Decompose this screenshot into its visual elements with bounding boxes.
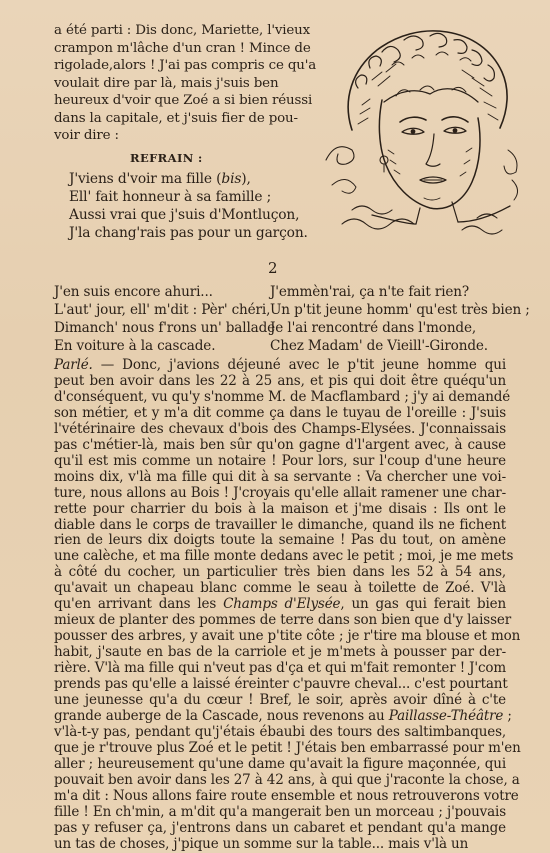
prose-line: qu'il est mis comme un notaire ! Pour lors, sur l'coup d'une heure [54, 452, 506, 469]
prose-line: m'a dit : Nous allons faire route ensemble et nous retrouverons votre [54, 787, 519, 804]
verse-number: 2 [268, 259, 278, 277]
refrain-line-with-bis: J'viens d'voir ma fille (bis), [69, 171, 251, 187]
prose-line: pas c'métier-là, mais ben sûr qu'on gagne d'l'argent avec, à cause [54, 436, 506, 453]
verse-line: L'aut' jour, ell' m'dit : Pèr' chéri, [54, 302, 271, 318]
prose-line: diable dans le corps de travailler le dimanche, quand ils ne fichent [54, 516, 506, 533]
verse-line: Je l'ai rencontré dans l'monde, [270, 320, 477, 336]
prose-line: pousser des arbres, y avait une p'tite côte ; je r'tire ma blouse et mon [54, 628, 521, 645]
verse-line: Un p'tit jeune homm' qu'est très bien ; [270, 302, 530, 318]
verse-line: En voiture à la cascade. [54, 338, 216, 354]
prose-line: qu'en arrivant dans les Champs d'Elysée, un gas qui ferait bien [54, 596, 506, 613]
prose-line: pouvait ben avoir dans les 27 à 42 ans, à qui que j'raconte la chose, a [54, 771, 520, 788]
prose-line: rien de leurs dix doigts toute la semaine ! Pas du tout, on amène [54, 532, 506, 549]
verse-line: Dimanch' nous f'rons un' ballade [54, 320, 276, 336]
prose-line: ture, nous allons au Bois ! J'croyais qu'elle allait ramener une char- [54, 484, 506, 501]
prose-line: une calèche, et ma fille monte dedans avec le petit ; moi, je me mets [54, 548, 514, 565]
prose-line: v'là-t-y pas, pendant qu'j'étais ébaubi des tours des saltimbanques, [54, 723, 506, 740]
prose-line: l'vétérinaire des chevaux d'bois des Champs-Elysées. J'connaissais [54, 420, 506, 437]
intro-line: dans la capitale, et j'suis fier de pou- [54, 110, 298, 126]
prose-line: moins dix, v'là ma fille qui dit à sa servante : Va chercher une voi- [54, 468, 506, 485]
prose-line: d'conséquent, vu qu'y s'nomme M. de Macflambard ; j'y ai demandé [54, 388, 511, 405]
refrain-line: J'la chang'rais pas pour un garçon. [69, 225, 308, 241]
prose-line: une jeunesse qu'a du cœur ! Bref, le soir, après avoir dîné à c'te [54, 691, 506, 708]
prose-line: un tas de choses, j'pique un somme sur la table... mais v'là un [54, 835, 469, 852]
prose-line: rière. V'là ma fille qui n'veut pas d'ça et qui m'fait remonter ! J'com [54, 660, 506, 677]
woman-portrait-illustration [312, 10, 527, 245]
prose-line: son métier, et y m'a dit comme ça dans le tuyau de l'oreille : J'suis [54, 404, 506, 421]
intro-line: voir dire : [54, 128, 119, 143]
prose-line: rette pour charrier du bois à la maison et j'me disais : Ils ont le [54, 500, 506, 517]
intro-line: a été parti : Dis donc, Mariette, l'vieux [54, 23, 311, 38]
prose-line: pas y refuser ça, j'entrons dans un cabaret et pendant qu'a mange [54, 819, 506, 836]
prose-line: mieux de planter des pommes de terre dans son bien que d'y laisser [54, 612, 511, 629]
refrain-line: Aussi vrai que j'suis d'Montluçon, [69, 207, 300, 223]
verse-line: J'en suis encore ahuri... [54, 284, 213, 300]
refrain-label: REFRAIN : [130, 151, 203, 165]
intro-line: heureux d'voir que Zoé a si bien réussi [54, 93, 313, 108]
parle-label: Parlé. [54, 357, 93, 373]
intro-line: crampon m'lâche d'un cran ! Mince de [54, 40, 311, 56]
prose-line: habit, j'saute en bas de la carriole et je m'mets à pousser par der- [54, 644, 506, 661]
prose-line: à côté du cocher, un particulier très bien dans les 52 à 54 ans, [54, 564, 506, 581]
prose-line: aller ; heureusement qu'une dame qu'avait la figure maçonnée, qui [54, 755, 506, 772]
prose-line: grande auberge de la Cascade, nous revenons au Paillasse-Théâtre ; [54, 707, 512, 724]
refrain-line: Ell' fait honneur à sa famille ; [69, 189, 272, 205]
prose-line: peut ben avoir dans les 22 à 25 ans, et pis qui doit être quéqu'un [54, 372, 506, 389]
verse-line: J'emmèn'rai, ça n'te fait rien? [270, 284, 470, 300]
prose-line: que je r'trouve plus Zoé et le petit ! J'étais ben embarrassé pour m'en [54, 739, 521, 756]
intro-line: rigolade,alors ! J'ai pas compris ce qu'a [54, 58, 317, 73]
prose-line: Parlé. — Donc, j'avions déjeuné avec le p'tit jeune homme qui [54, 357, 506, 373]
verse-line: Chez Madam' de Vieill'-Gironde. [270, 338, 488, 354]
intro-line: voulait dire par là, mais j'suis ben [54, 75, 279, 91]
prose-line: prends pas qu'elle a laissé éreinter c'pauvre cheval... c'est pourtant [54, 676, 508, 692]
prose-line: qu'avait un chapeau blanc comme le seau à toilette de Zoé. V'là [54, 580, 506, 597]
prose-line: fille ! En ch'min, a m'dit qu'a mangerait ben un morceau ; j'pouvais [54, 803, 506, 820]
portrait-engraving-icon [312, 10, 527, 245]
